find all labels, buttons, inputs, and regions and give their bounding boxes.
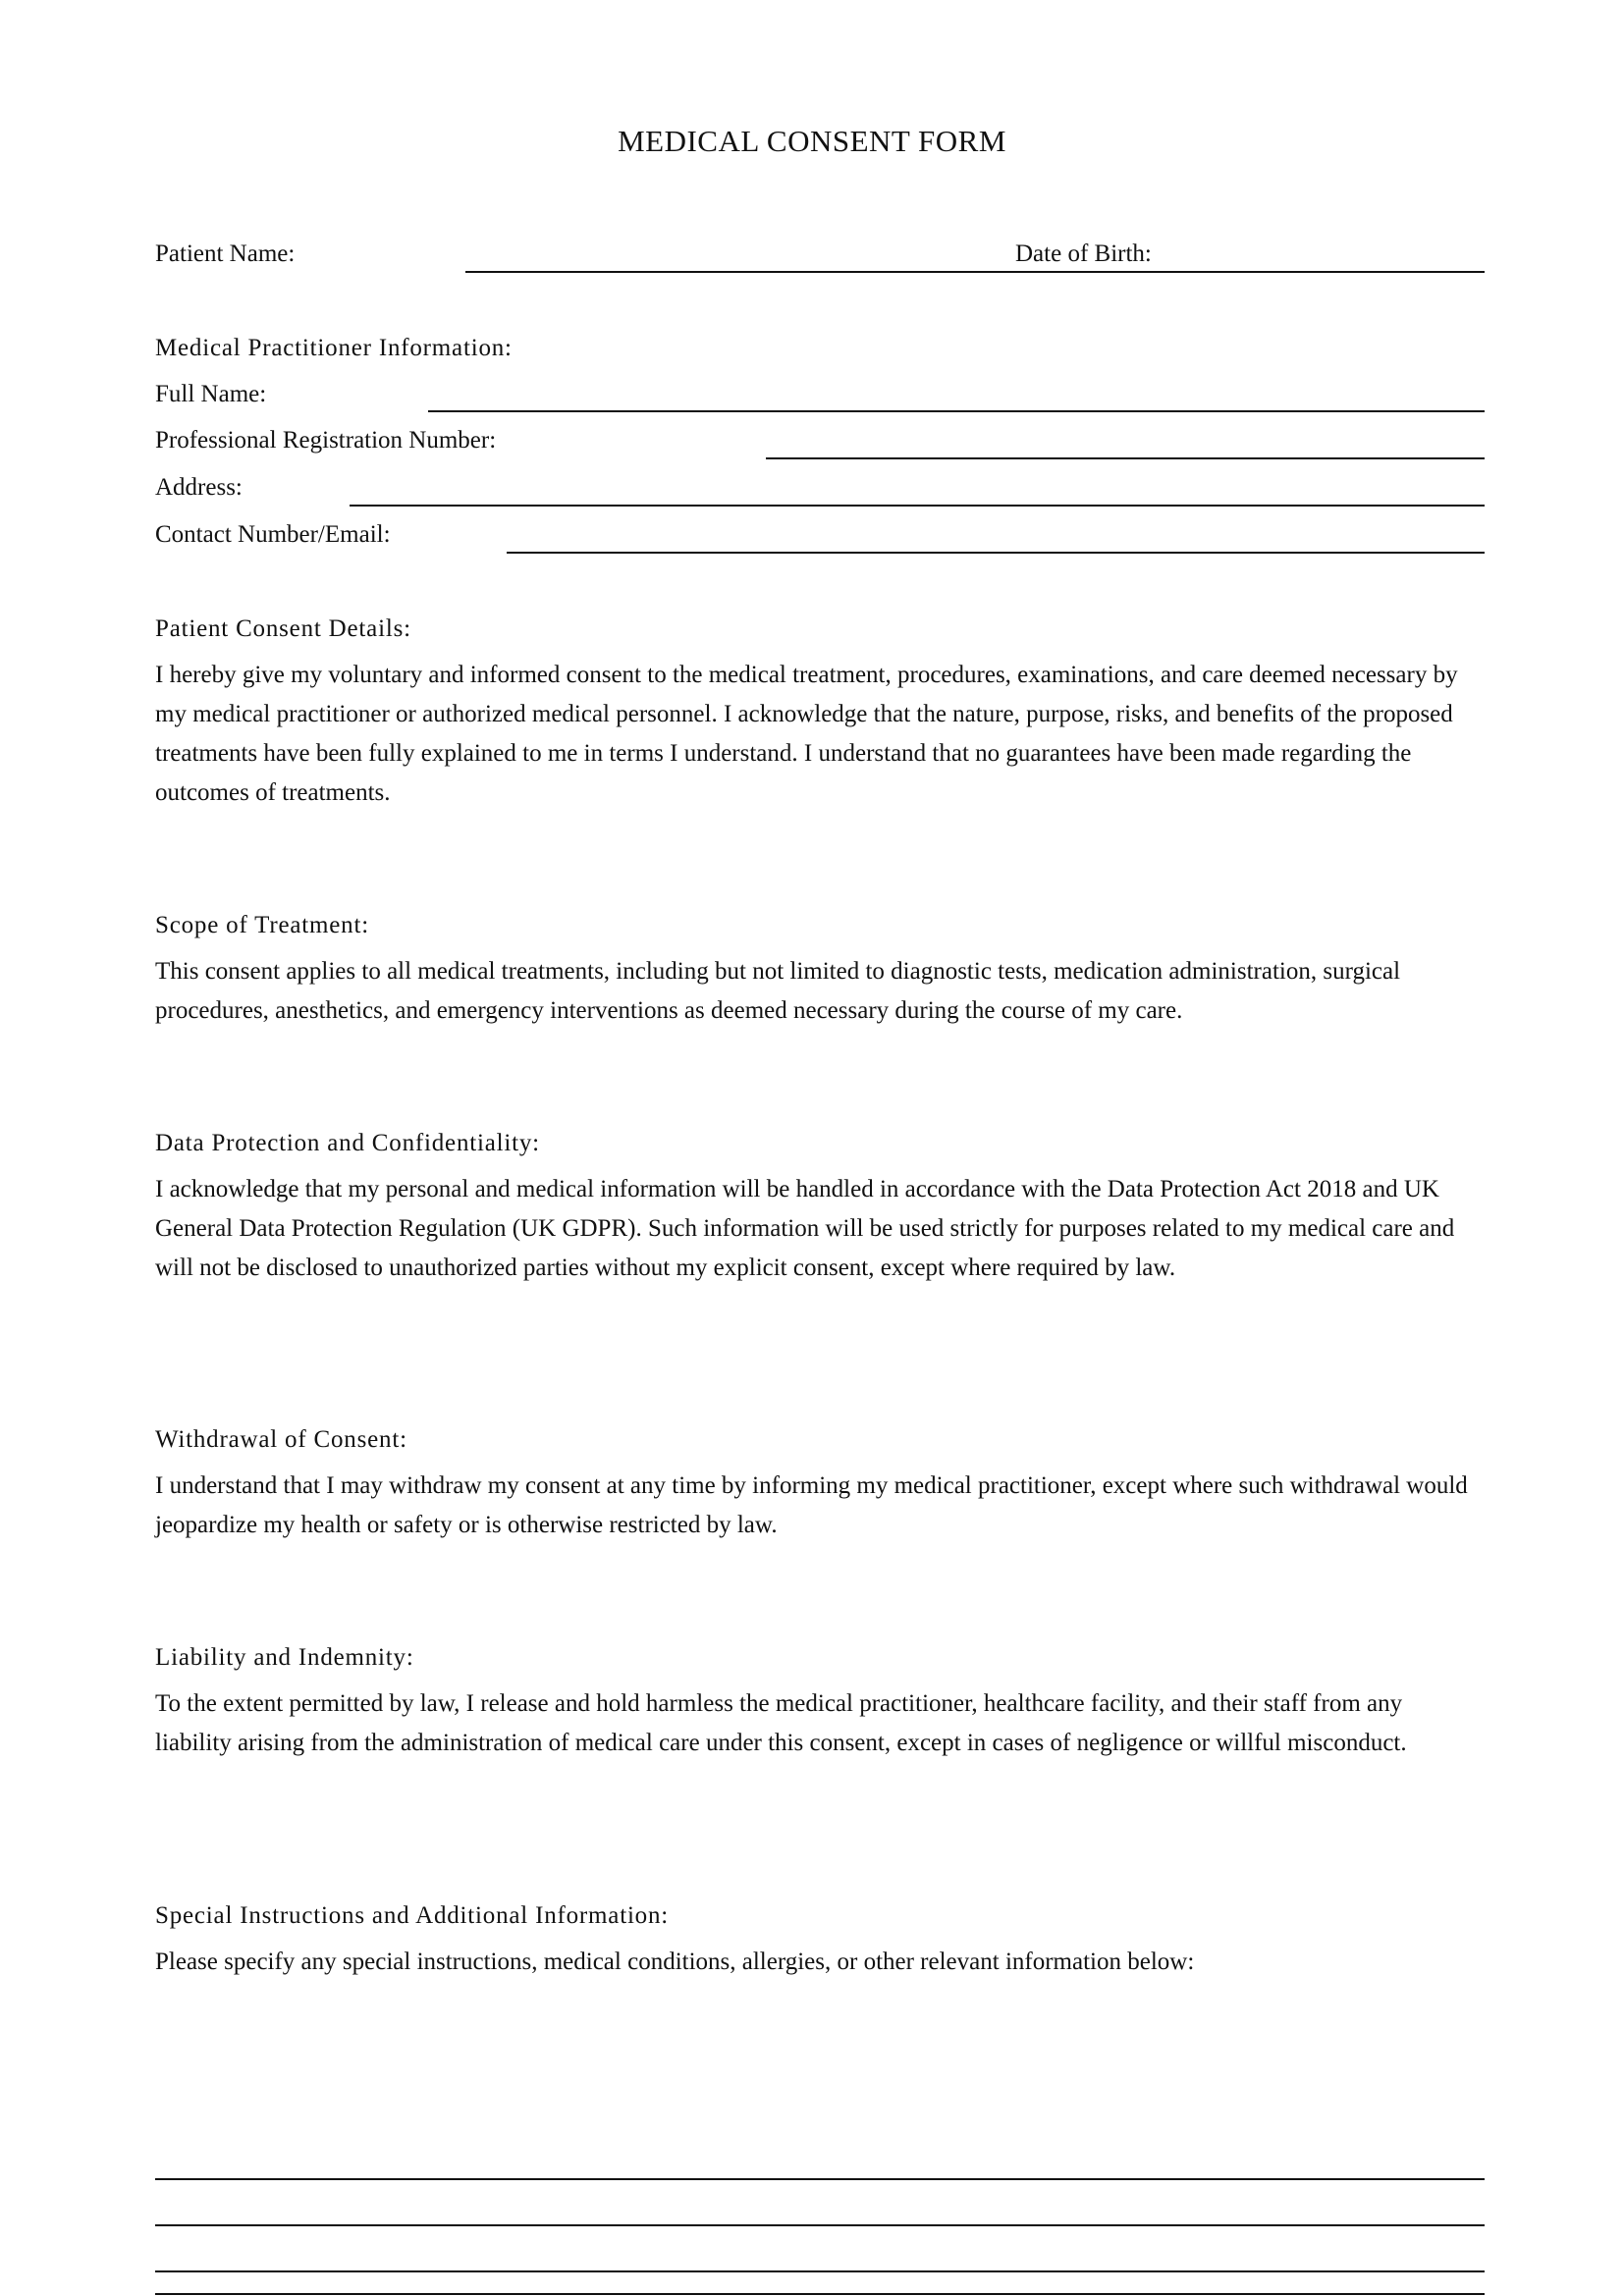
patient-name-label: Patient Name: (155, 240, 296, 267)
withdrawal-heading: Withdrawal of Consent: (155, 1426, 407, 1453)
contact-field[interactable] (507, 552, 1485, 554)
registration-number-field[interactable] (766, 457, 1485, 459)
date-of-birth-label: Date of Birth: (1015, 240, 1152, 267)
page-title: MEDICAL CONSENT FORM (618, 124, 1006, 158)
address-label: Address: (155, 474, 243, 501)
registration-number-label: Professional Registration Number: (155, 427, 497, 454)
practitioner-heading: Medical Practitioner Information: (155, 335, 513, 361)
withdrawal-text: I understand that I may withdraw my consent at any time by informing my medical practitioner, except where such withdrawal would jeopardize my health or safety or is otherwise restricted by law. (155, 1472, 1468, 1538)
special-instructions-heading: Special Instructions and Additional Information: (155, 1902, 670, 1929)
scope-of-treatment-text: This consent applies to all medical treatments, including but not limited to diagnostic tests, medication administration, surgical procedures, anesthetics, and emergency interventions as deemed necessary during the course of my care. (155, 958, 1401, 1024)
date-of-birth-field[interactable] (1168, 271, 1485, 273)
liability-heading: Liability and Indemnity: (155, 1644, 414, 1671)
special-instructions-line-2[interactable] (155, 2224, 1485, 2226)
address-field[interactable] (350, 505, 1485, 507)
data-protection-heading: Data Protection and Confidentiality: (155, 1130, 540, 1156)
special-instructions-line-4[interactable] (155, 2293, 1485, 2295)
liability-text: To the extent permitted by law, I release and hold harmless the medical practitioner, healthcare facility, and their staff from any liability arising from the administration of medical care under this consent, except in cases of negligence or willful misconduct. (155, 1690, 1407, 1756)
scope-of-treatment-heading: Scope of Treatment: (155, 912, 369, 938)
consent-details-text: I hereby give my voluntary and informed consent to the medical treatment, procedures, examinations, and care deemed necessary by my medical practitioner or authorized medical personnel. I acknowledge that the nature, purpose, risks, and benefits of the proposed treatments have been fully explained to me in terms I understand. I understand that no guarantees have been made regarding the outcomes of treatments. (155, 662, 1458, 806)
full-name-label: Full Name: (155, 381, 267, 407)
data-protection-text: I acknowledge that my personal and medical information will be handled in accordance with the Data Protection Act 2018 and UK General Data Protection Regulation (UK GDPR). Such information will be used strictly for purposes related to my medical care and will not be disclosed to unauthorized parties without my explicit consent, except where required by law. (155, 1176, 1455, 1281)
special-instructions-line-1[interactable] (155, 2178, 1485, 2180)
full-name-field[interactable] (428, 410, 1485, 412)
special-instructions-line-3[interactable] (155, 2270, 1485, 2272)
special-instructions-text: Please specify any special instructions, medical conditions, allergies, or other relevant information below: (155, 1949, 1195, 1975)
consent-details-heading: Patient Consent Details: (155, 615, 411, 642)
contact-label: Contact Number/Email: (155, 521, 391, 548)
